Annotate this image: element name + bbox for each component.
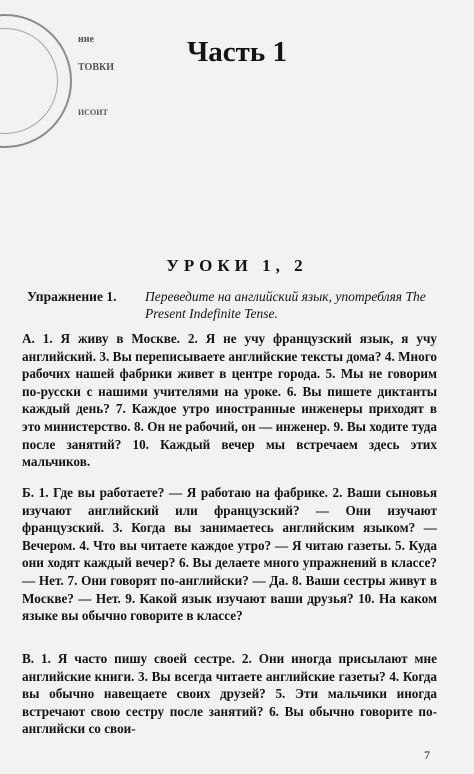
part-title: Часть 1 (187, 36, 287, 68)
exercise-section-c: В. 1. Я часто пишу своей сестре. 2. Они иногда присылают мне английские книги. 3. Вы всегда читаете английские газеты? 4. Когда вы обычно навещаете своих друзей? 5. Эти мальчики иногда встречают свою сестру после занятий? 6. Вы обычно говорите по-английски со свои- (22, 651, 437, 737)
lesson-title: УРОКИ 1, 2 (166, 256, 308, 275)
exercise-heading (27, 288, 447, 322)
exercise-instruction: Переведите на английский язык, употребляя The Present Indefinite Tense. (145, 289, 426, 321)
library-stamp (0, 14, 72, 148)
stamp-text: ТОВКИ (78, 62, 115, 73)
exercise-section-a: А. 1. Я живу в Москве. 2. Я не учу французский язык, я учу английский. 3. Вы переписываете английские тексты дома? 4. Много рабочих нашей фабрики живет в центре города. 5. Мы не говорим по-русски с нашими учителями на уроке. 6. Вы пишете диктанты каждый день? 7. Каждое утро иностранные инженеры приходят в это министерство. 8. Он не рабочий, он — инженер. 9. Вы ходите туда после занятий? 10. Каждый вечер мы встречаем здесь этих мальчиков. (22, 331, 437, 470)
stamp-text: ИСОИТ (78, 108, 108, 117)
stamp-text: ние (78, 34, 94, 45)
page-number: 7 (424, 748, 430, 762)
exercise-section-b: Б. 1. Где вы работаете? — Я работаю на фабрике. 2. Ваши сыновья изучают английский или французский? — Они изучают французский. 3. Когда вы занимаетесь английским языком? — Вечером. 4. Что вы читаете каждое утро? — Я читаю газеты. 5. Куда они ходят каждый вечер? 6. Вы делаете много упражнений в классе? — Нет. 7. Они говорят по-английски? — Да. 8. Ваши сестры живут в Москве? — Нет. 9. Какой язык изучают ваши друзья? 10. На каком языке вы обычно говорите в классе? (22, 485, 437, 624)
exercise-label: Упражнение 1. (27, 289, 117, 304)
